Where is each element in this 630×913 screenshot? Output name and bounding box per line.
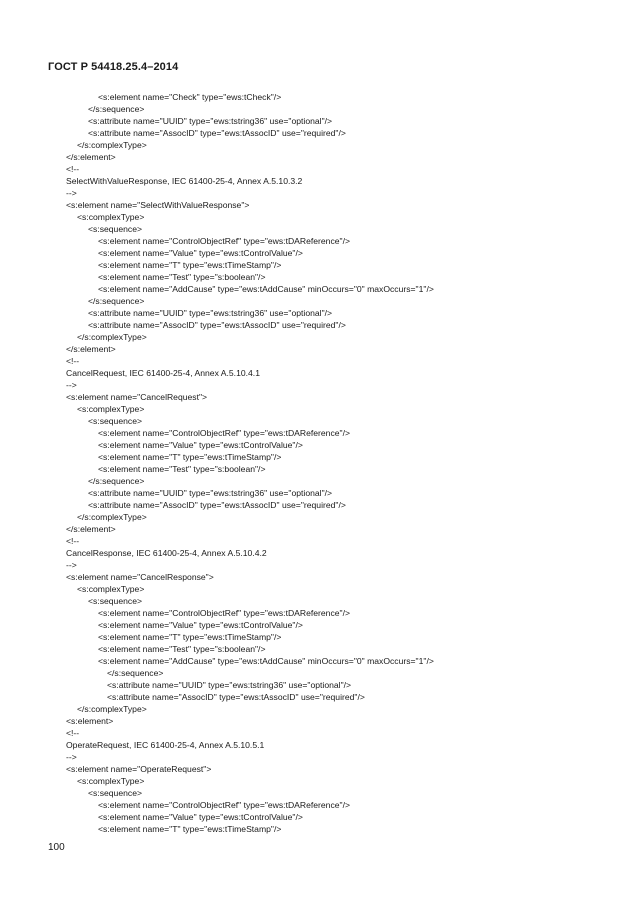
code-line: SelectWithValueResponse, IEC 61400-25-4, Annex A.5.10.3.2 (66, 176, 303, 186)
code-line: <s:element name="Test" type="s:boolean"/> (98, 644, 266, 654)
code-line: <s:element name="Check" type="ews:tCheck"/> (98, 92, 282, 102)
code-line: <s:sequence> (88, 416, 142, 426)
page-header-title: ГОСТ Р 54418.25.4–2014 (48, 61, 179, 73)
code-line: <s:element name="Test" type="s:boolean"/> (98, 272, 266, 282)
code-line: <!-- (66, 164, 80, 174)
code-line: <s:element name="CancelResponse"> (66, 572, 214, 582)
code-line: <s:element name="ControlObjectRef" type="ews:tDAReference"/> (98, 608, 350, 618)
code-line: </s:complexType> (77, 704, 147, 714)
code-line: <s:element name="AddCause" type="ews:tAddCause" minOccurs="0" maxOccurs="1"/> (98, 656, 434, 666)
code-line: </s:element> (66, 344, 116, 354)
code-line: <s:attribute name="UUID" type="ews:tstring36" use="optional"/> (88, 308, 333, 318)
code-line: <s:element name="AddCause" type="ews:tAddCause" minOccurs="0" maxOccurs="1"/> (98, 284, 434, 294)
code-line: <s:element name="T" type="ews:tTimeStamp"/> (98, 824, 282, 834)
code-line: CancelRequest, IEC 61400-25-4, Annex A.5.10.4.1 (66, 368, 260, 378)
code-line: </s:complexType> (77, 512, 147, 522)
code-line: <s:element name="Value" type="ews:tControlValue"/> (98, 620, 303, 630)
code-line: <s:attribute name="AssocID" type="ews:tAssocID" use="required"/> (107, 692, 365, 702)
code-line: <s:element> (66, 716, 114, 726)
code-line: <s:attribute name="UUID" type="ews:tstring36" use="optional"/> (107, 680, 352, 690)
code-line: <s:element name="T" type="ews:tTimeStamp"/> (98, 452, 282, 462)
code-line: <s:element name="ControlObjectRef" type="ews:tDAReference"/> (98, 800, 350, 810)
code-line: <s:sequence> (88, 788, 142, 798)
code-line: </s:sequence> (88, 476, 145, 486)
code-line: </s:sequence> (88, 104, 145, 114)
code-line: <s:element name="Value" type="ews:tControlValue"/> (98, 440, 303, 450)
code-line: <s:attribute name="UUID" type="ews:tstring36" use="optional"/> (88, 488, 333, 498)
code-line: <s:complexType> (77, 776, 145, 786)
code-line: <s:element name="Test" type="s:boolean"/> (98, 464, 266, 474)
code-line: <s:element name="CancelRequest"> (66, 392, 208, 402)
code-line: <s:sequence> (88, 596, 142, 606)
code-line: </s:sequence> (107, 668, 164, 678)
code-line: --> (66, 752, 77, 762)
code-line: <s:attribute name="UUID" type="ews:tstring36" use="optional"/> (88, 116, 333, 126)
code-line: CancelResponse, IEC 61400-25-4, Annex A.5.10.4.2 (66, 548, 267, 558)
code-line: <s:element name="SelectWithValueResponse"> (66, 200, 250, 210)
page-number: 100 (48, 842, 65, 853)
code-line: <s:element name="OperateRequest"> (66, 764, 212, 774)
code-line: <s:complexType> (77, 212, 145, 222)
code-line: <s:attribute name="AssocID" type="ews:tAssocID" use="required"/> (88, 128, 346, 138)
code-line: <s:element name="Value" type="ews:tControlValue"/> (98, 812, 303, 822)
code-line: <s:attribute name="AssocID" type="ews:tAssocID" use="required"/> (88, 500, 346, 510)
code-line: <s:element name="ControlObjectRef" type="ews:tDAReference"/> (98, 428, 350, 438)
code-line: <!-- (66, 536, 80, 546)
code-line: </s:sequence> (88, 296, 145, 306)
code-line: <s:attribute name="AssocID" type="ews:tAssocID" use="required"/> (88, 320, 346, 330)
code-line: --> (66, 380, 77, 390)
code-line: </s:complexType> (77, 332, 147, 342)
code-line: --> (66, 188, 77, 198)
code-line: <s:complexType> (77, 584, 145, 594)
code-line: <!-- (66, 728, 80, 738)
code-line: </s:complexType> (77, 140, 147, 150)
code-line: <s:element name="ControlObjectRef" type="ews:tDAReference"/> (98, 236, 350, 246)
code-line: <s:sequence> (88, 224, 142, 234)
code-line: </s:element> (66, 524, 116, 534)
code-line: <!-- (66, 356, 80, 366)
code-line: <s:element name="Value" type="ews:tControlValue"/> (98, 248, 303, 258)
code-line: <s:element name="T" type="ews:tTimeStamp"/> (98, 632, 282, 642)
code-line: </s:element> (66, 152, 116, 162)
code-line: --> (66, 560, 77, 570)
code-line: <s:complexType> (77, 404, 145, 414)
code-line: OperateRequest, IEC 61400-25-4, Annex A.5.10.5.1 (66, 740, 265, 750)
code-line: <s:element name="T" type="ews:tTimeStamp"/> (98, 260, 282, 270)
